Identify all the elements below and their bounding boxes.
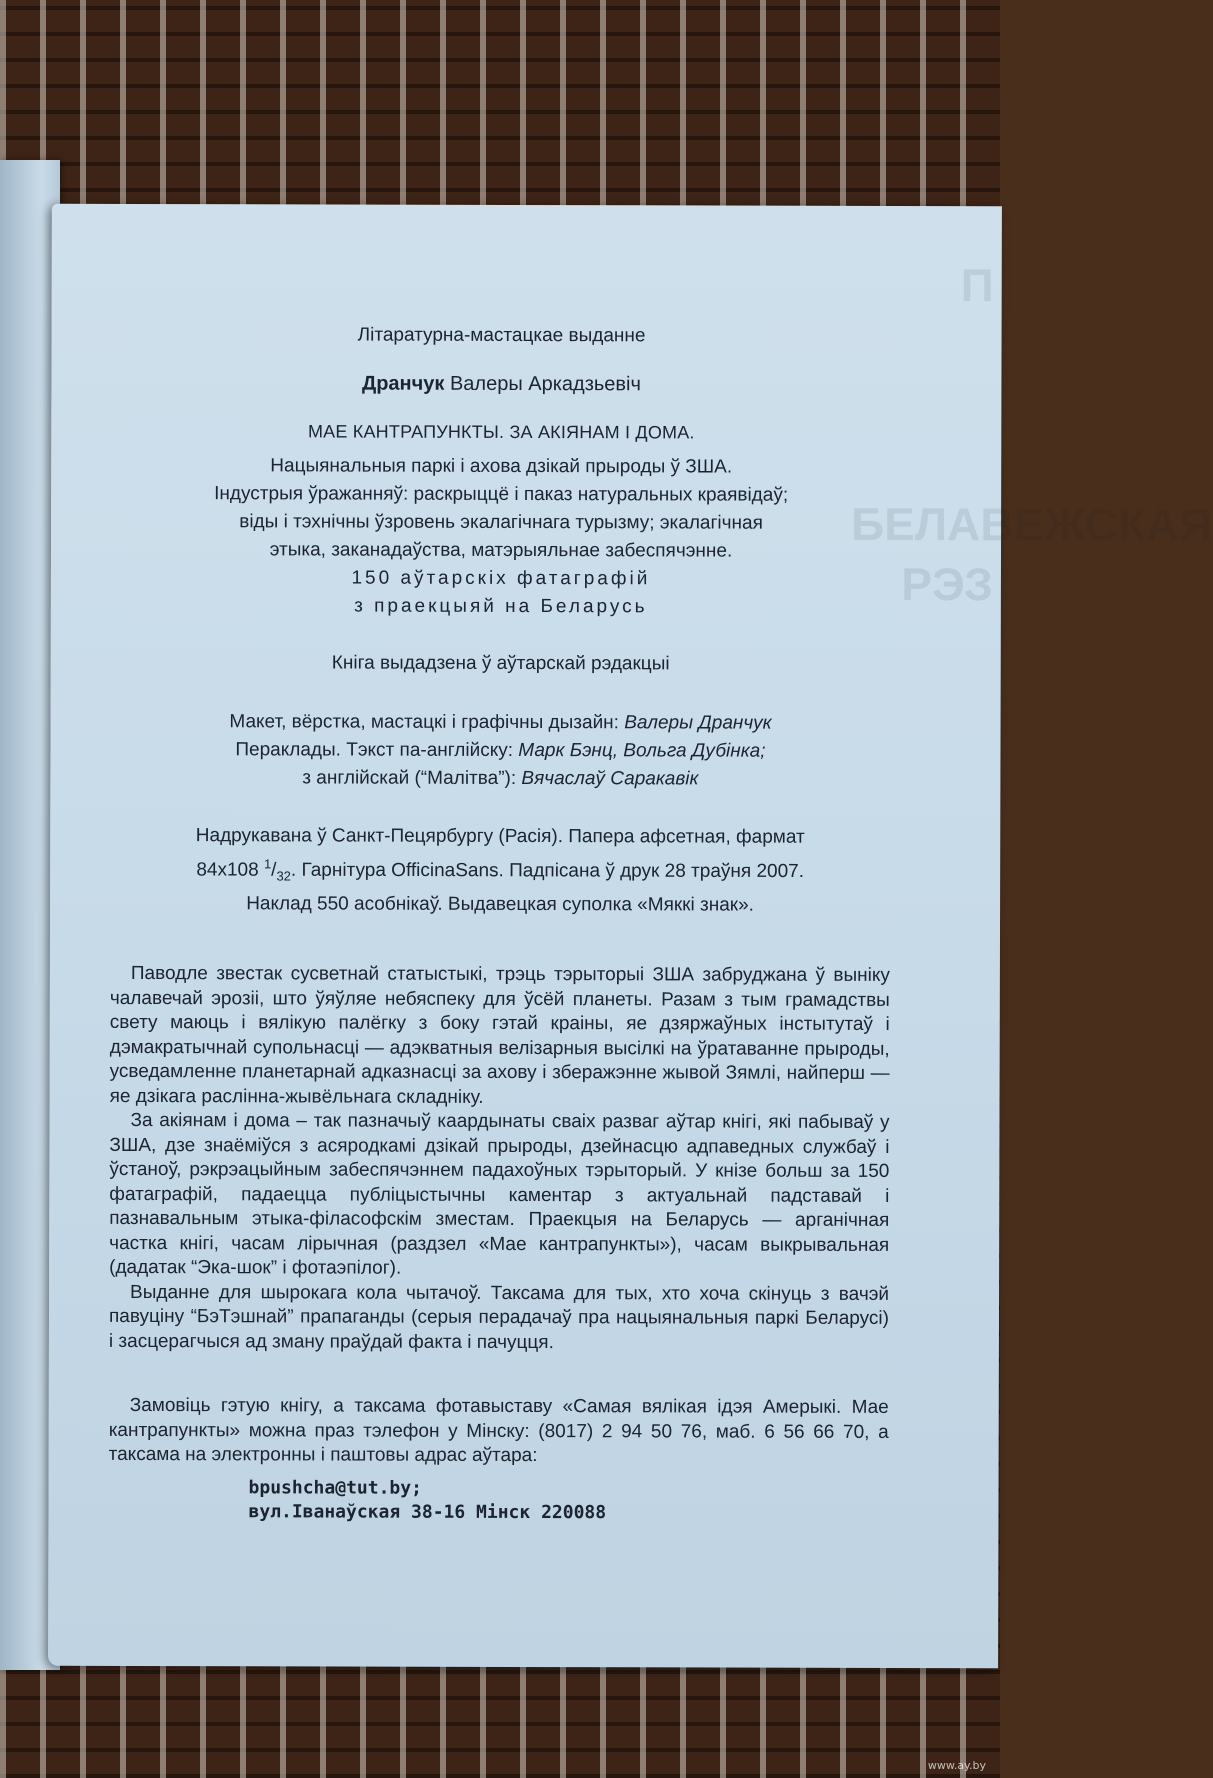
paragraph: Выданне для шырокага кола чытачоў. Таксама для тых, хто хоча скінуць з вачэй павуціну “БэТэшнай” прапаганды (серыя перадачаў пра нацыянальныя паркі Беларусі) і засцерагчыся ад зману праўдай факта і пачуцця. xyxy=(108,1281,890,1353)
projection-line: з праекцыяй на Беларусь xyxy=(354,595,648,618)
print-line: 84х108 $^1/_{32}$. Гарнітура OfficinaSans. Падпісана ў друк 28 траўня 2007. xyxy=(196,856,805,884)
paragraph: Паводле звестак сусветнай статыстыкі, трэць тэрыторыі ЗША забруджана ў выніку чалавечай эрозіі, што ўяўляе небяспеку для ўсёй планеты. Разам з тым грамадствы свету маюць і вялікую палёгку з боку гэтай краіны, яе дзяржаўных інстытутаў і дэмакратычнай супольнасці — адэкватныя велізарныя высілкі на ўратаванне прыроды, усведамленне планетарнай адказнасці за ахову і зберажэнне жывой Зямлі, найперш — яе дзікага раслінна-жывёльнага складніку. xyxy=(109,963,890,1108)
book-title: МАЕ КАНТРАПУНКТЫ. ЗА АКІЯНАМ І ДОМА. xyxy=(307,421,695,443)
contact-address xyxy=(248,1476,888,1526)
editorial-note: Кніга выдадзена ў аўтарскай рэдакцыі xyxy=(331,652,670,675)
credit-label: з англійскай (“Малітва”): xyxy=(302,767,522,789)
credit-design xyxy=(111,708,891,738)
author-line xyxy=(111,372,891,397)
credit-translation xyxy=(110,736,890,766)
publication-type: Літаратурна-мастацкае выданне xyxy=(357,324,646,347)
credit-prayer xyxy=(110,764,890,794)
typeface-info: . Гарнітура OfficinaSans. Падпісана ў друк 28 траўня 2007. xyxy=(290,859,805,883)
print-line: Надрукавана ў Санкт-Пецярбургу (Расія). Папера афсетная, фармат xyxy=(195,825,805,848)
subtitle-line: Нацыянальныя паркі і ахова дзікай прыроды ў ЗША. xyxy=(270,455,733,478)
book-page xyxy=(48,204,1213,1668)
credit-person: Валеры Дранчук xyxy=(624,712,772,734)
order-info xyxy=(109,1394,889,1470)
credit-person: Вячаслаў Саракавік xyxy=(521,767,699,790)
format-numerator: 1 xyxy=(263,856,272,872)
credit-label: Макет, вёрстка, мастацкі і графічны дызайн: xyxy=(229,711,625,734)
order-text: Замовіць гэтую кнігу, а таксама фотавыставу «Самая вялікая ідэя Амерыкі. Мае кантрапункты» можна праз тэлефон у Мінску: (8017) 2 94 50 76, маб. 6 56 66 70, а таксама на электронны і паштовы адрас аўтара: xyxy=(108,1395,889,1467)
format-denominator: 32 xyxy=(276,868,291,884)
subtitle-line: Індустрыя ўражанняў: раскрыццё і паказ натуральных краявідаў; xyxy=(214,483,789,506)
page-content xyxy=(108,324,891,1526)
book-subtitle xyxy=(111,452,891,622)
print-info xyxy=(110,822,890,920)
email-address: bpushcha@tut.by; xyxy=(248,1476,422,1499)
author-name: Валеры Аркадзьевіч xyxy=(444,372,641,396)
author-surname: Дранчук xyxy=(361,372,445,395)
credit-person: Марк Бэнц, Вольга Дубінка; xyxy=(518,739,766,762)
postal-address: вул.Іванаўская 38-16 Мінск 220088 xyxy=(248,1500,607,1523)
annotation-text xyxy=(109,962,890,1356)
bleed-through-text: П БЕЛАВЕЖСКАЯ РЭЗ xyxy=(851,259,1213,611)
credits-block xyxy=(110,708,890,794)
paragraph: За акіянам і дома – так пазначыў каардынаты сваіх разваг аўтар кнігі, які пабываў у ЗША, дзе знаёміўся з асяродкамі дзікай прыроды, дзейнасцю адпаведных службаў і ўстаноў, рэкрэацыйным забеспячэннем падахоўных тэрыторый. У кнізе больш за 150 фатаграфій, падаецца публіцыстычны каментар з актуальнай падставай і пазнавальным этыка-філасофскім зместам. Праекцыя на Беларусь — арганічная частка кнігі, часам лірычная (раздзел «Мае кантрапункты»), часам выкрывальная (дадатак “Эка-шок” і фотаэпілог). xyxy=(109,1110,890,1279)
site-watermark: www.ay.by xyxy=(927,1759,986,1772)
subtitle-line: этыка, заканадаўства, матэрыяльнае забеспячэнне. xyxy=(269,539,733,562)
format-value: 84х108 xyxy=(196,859,259,881)
subtitle-line: віды і тэхнічны ўзровень экалагічнага турызму; экалагічная xyxy=(239,511,763,534)
photos-count-line: 150 аўтарскіх фатаграфій xyxy=(351,567,651,590)
credit-label: Пераклады. Тэкст па-англійску: xyxy=(235,739,519,761)
print-line: Наклад 550 асобнікаў. Выдавецкая суполка «Мяккі знак». xyxy=(246,893,754,916)
